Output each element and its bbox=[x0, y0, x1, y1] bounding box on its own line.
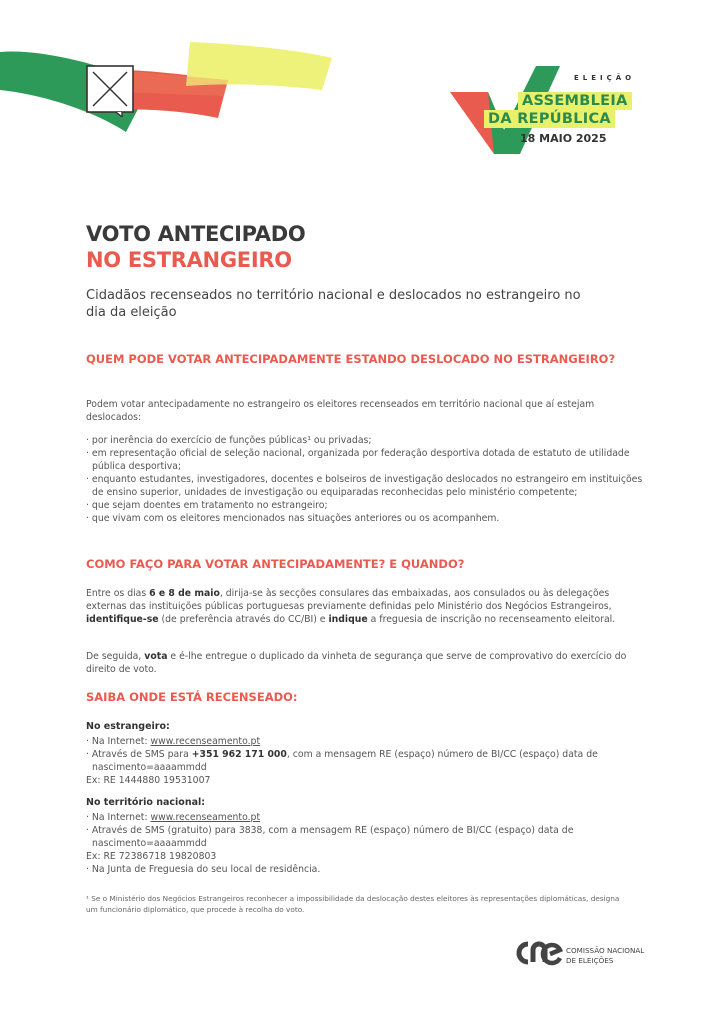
section2-heading: COMO FAÇO PARA VOTAR ANTECIPADAMENTE? E QUANDO? bbox=[86, 557, 465, 571]
list-item: · por inerência do exercício de funções públicas¹ ou privadas; bbox=[86, 434, 651, 447]
recenseamento-link[interactable]: www.recenseamento.pt bbox=[150, 812, 261, 823]
list-item: · em representação oficial de seleção nacional, organizada por federação desportiva dotada de estatuto de utilidade pública desportiva; bbox=[86, 447, 651, 473]
abroad-list bbox=[86, 735, 651, 787]
page-title-line2: NO ESTRANGEIRO bbox=[86, 248, 292, 272]
abroad-label: No estrangeiro: bbox=[86, 721, 170, 732]
cne-logo-icon bbox=[514, 938, 564, 968]
list-item: · que sejam doentes em tratamento no estrangeiro; bbox=[86, 499, 651, 512]
election-badge bbox=[448, 62, 658, 162]
election-name-line2: DA REPÚBLICA bbox=[484, 110, 615, 128]
section1-heading: QUEM PODE VOTAR ANTECIPADAMENTE ESTANDO DESLOCADO NO ESTRANGEIRO? bbox=[86, 352, 616, 366]
example-text: Ex: RE 1444880 19531007 bbox=[86, 775, 211, 786]
list-item: · Na Junta de Freguesia do seu local de residência. bbox=[86, 863, 651, 876]
page-subtitle: Cidadãos recenseados no território nacional e deslocados no estrangeiro no dia da eleição bbox=[86, 288, 581, 320]
example-text: Ex: RE 72386718 19820803 bbox=[86, 851, 217, 862]
list-item: · Na Internet: www.recenseamento.pt bbox=[86, 735, 651, 748]
footnote: ¹ Se o Ministério dos Negócios Estrangeiros reconhecer a impossibilidade da deslocação destes eleitores às representações diplomáticas, designa um funcionário diplomático, que procede à recolha do voto. bbox=[86, 894, 620, 914]
decorative-ribbons bbox=[0, 0, 340, 140]
list-item: · Através de SMS (gratuito) para 3838, com a mensagem RE (espaço) número de BI/CC (espaço) data de nascimento=aaaammdd bbox=[86, 824, 651, 850]
cne-name bbox=[566, 946, 644, 966]
section3-heading: SAIBA ONDE ESTÁ RECENSEADO: bbox=[86, 690, 298, 704]
section2-paragraph2: De seguida, vota e é-lhe entregue o duplicado da vinheta de segurança que serve de comprovativo do exercício do direito de voto. bbox=[86, 651, 627, 675]
list-item: · Através de SMS para +351 962 171 000, com a mensagem RE (espaço) número de BI/CC (espaço) data de nascimento=aaaammdd bbox=[86, 748, 651, 774]
section1-intro: Podem votar antecipadamente no estrangeiro os eleitores recenseados em território nacional que aí estejam deslocados: bbox=[86, 399, 595, 423]
election-date: 18 MAIO 2025 bbox=[520, 132, 607, 145]
page-title-line1: VOTO ANTECIPADO bbox=[86, 222, 306, 246]
election-label: ELEIÇÃO bbox=[574, 74, 636, 82]
ballot-x-icon bbox=[86, 65, 134, 117]
recenseamento-link[interactable]: www.recenseamento.pt bbox=[150, 736, 261, 747]
cne-name-line1: COMISSÃO NACIONAL bbox=[566, 946, 645, 955]
list-item: · que vivam com os eleitores mencionados nas situações anteriores ou os acompanhem. bbox=[86, 512, 651, 525]
national-list bbox=[86, 811, 651, 876]
section2-paragraph1: Entre os dias 6 e 8 de maio, dirija-se às secções consulares das embaixadas, aos consulados ou às delegações externas das instituições públicas portuguesas previamente definidas pelo Ministério dos Negócios Estrangeiros, identifique-se (de preferência através do CC/BI) e indique a freguesia de inscrição no recenseamento eleitoral. bbox=[86, 588, 616, 625]
list-item: · enquanto estudantes, investigadores, docentes e bolseiros de investigação deslocados no estrangeiro em instituições de ensino superior, unidades de investigação ou equiparadas reconhecidas pelo ministério competente; bbox=[86, 473, 651, 499]
list-item: · Na Internet: www.recenseamento.pt bbox=[86, 811, 651, 824]
election-name-line1: ASSEMBLEIA bbox=[518, 92, 632, 110]
cne-name-line2: DE ELEIÇÕES bbox=[566, 956, 614, 965]
eligibility-list bbox=[86, 434, 651, 525]
national-label: No território nacional: bbox=[86, 797, 206, 808]
